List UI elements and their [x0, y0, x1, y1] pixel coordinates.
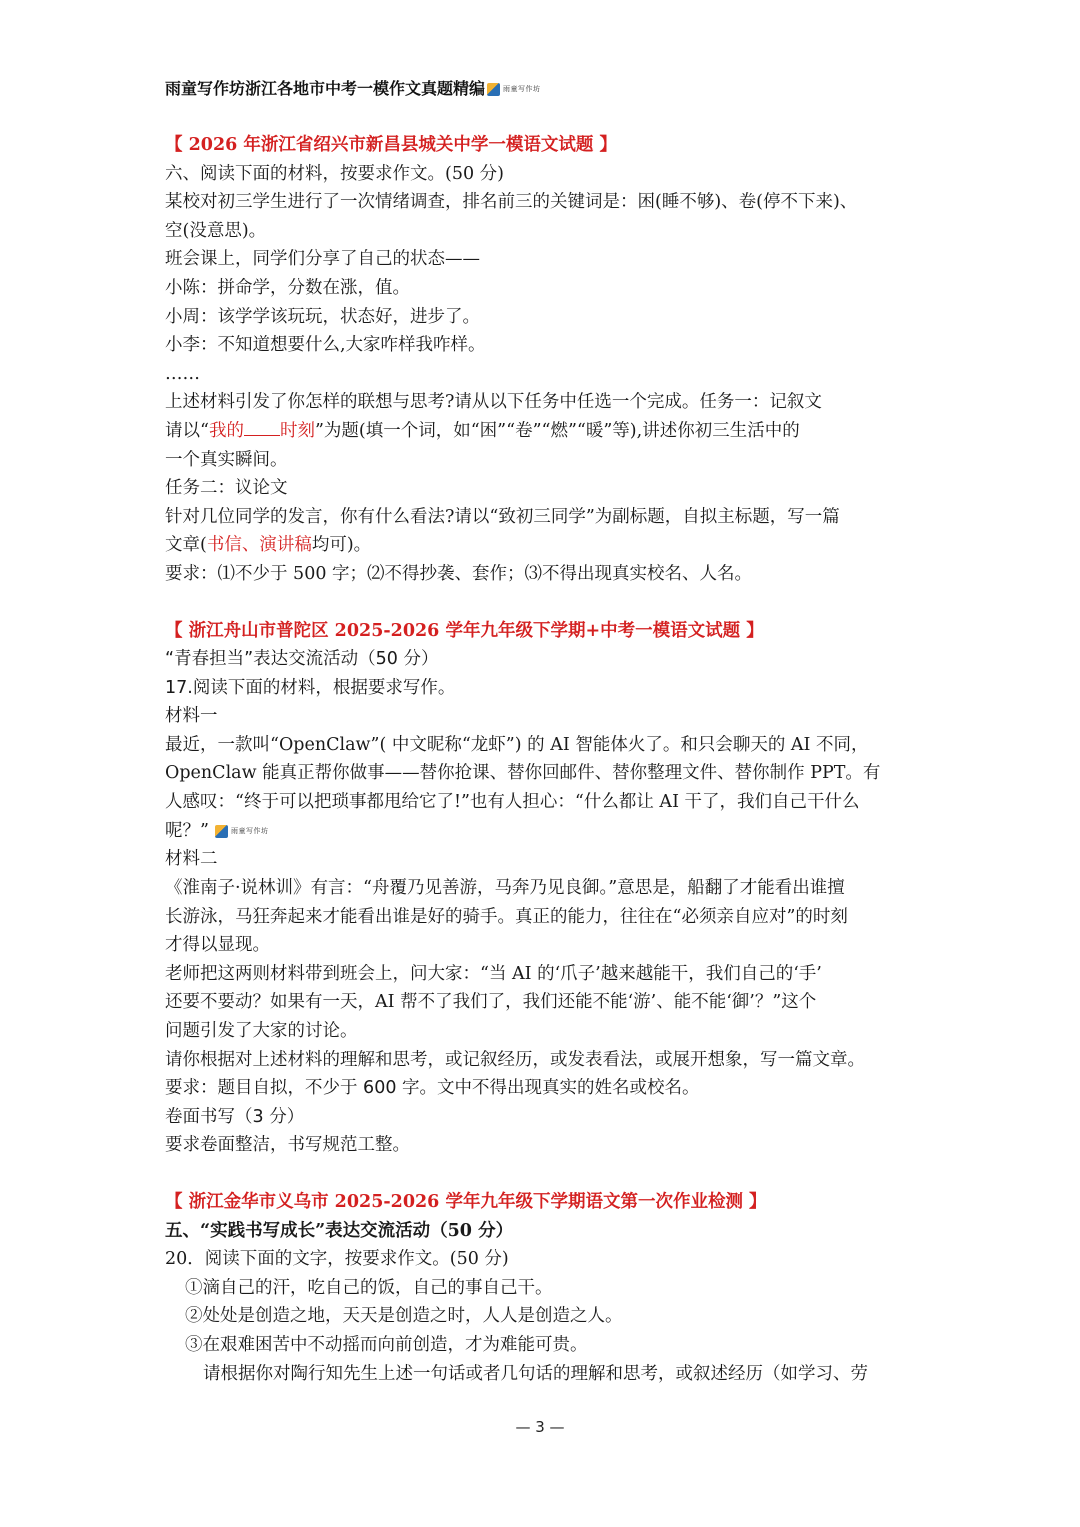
paragraph: 六、阅读下面的材料，按要求作文。(50 分) — [165, 163, 504, 184]
paragraph: 小周：该学学该玩玩，状态好，进步了。 — [165, 306, 480, 327]
text-run: 文章( — [165, 535, 207, 556]
text-run: 请以“ — [165, 420, 209, 441]
paragraph: 材料二 — [165, 849, 218, 870]
document-body — [165, 131, 925, 1388]
paragraph — [165, 417, 925, 446]
paragraph: “青春担当”表达交流活动（50 分） — [165, 649, 439, 670]
paragraph: 小陈：拼命学，分数在涨，值。 — [165, 277, 410, 298]
text-run: ”为题(填一个词，如“困”“卷”“燃”“暖”等),讲述你初三生活中的 — [314, 420, 800, 441]
paragraph: …… — [165, 363, 200, 384]
paragraph: 问题引发了大家的讨论。 — [165, 1021, 358, 1042]
paragraph: 要求：题目自拟，不少于 600 字。文中不得出现真实的姓名或校名。 — [165, 1078, 700, 1099]
section-title: 【 浙江舟山市普陀区 2025-2026 学年九年级下学期+中考一模语文试题 】 — [165, 620, 764, 641]
section-title: 【 浙江金华市义乌市 2025-2026 学年九年级下学期语文第一次作业检测 】 — [165, 1191, 767, 1212]
paragraph: 针对几位同学的发言，你有什么看法?请以“致初三同学”为副标题，自拟主标题，写一篇 — [165, 506, 840, 527]
paragraph: 长游泳，马狂奔起来才能看出谁是好的骑手。真正的能力，往往在“必须亲自应对”的时刻 — [165, 906, 848, 927]
paragraph: 要求卷面整洁，书写规范工整。 — [165, 1135, 410, 1156]
list-item: ①滴自己的汗，吃自己的饭，自己的事自己干。 — [185, 1277, 553, 1298]
paragraph — [165, 817, 925, 846]
logo-icon — [215, 817, 269, 846]
logo-icon — [487, 78, 541, 100]
paragraph: 材料一 — [165, 706, 218, 727]
highlight-text: 时刻 — [279, 420, 315, 441]
text-run: 呢？” — [165, 820, 209, 841]
paragraph: 卷面书写（3 分） — [165, 1106, 305, 1127]
highlight-text: 我的 — [208, 420, 244, 441]
page-header — [165, 78, 541, 100]
paragraph: 老师把这两则材料带到班会上，问大家：“当 AI 的‘爪子’越来越能干，我们自己的‘手’ — [165, 963, 822, 984]
spacer — [165, 1160, 925, 1188]
section-yiwu — [165, 1188, 925, 1388]
list-item: ②处处是创造之地，天天是创造之时，人人是创造之人。 — [185, 1306, 623, 1327]
paragraph: 最近，一款叫“OpenClaw”( 中文昵称“龙虾”) 的 AI 智能体火了。和只会聊天的 AI 不同， — [165, 734, 869, 755]
logo-text: 雨童写作坊 — [503, 85, 541, 93]
paragraph: 还要不要动？如果有一天，AI 帮不了我们了，我们还能不能‘游’、能不能‘御’？”这个 — [165, 992, 817, 1013]
paragraph: 《淮南子·说林训》有言：“舟覆乃见善游，马奔乃见良御。”意思是，船翻了才能看出谁擅 — [165, 878, 845, 899]
paragraph: 人感叹：“终于可以把琐事都甩给它了!”也有人担心：“什么都让 AI 干了，我们自己干什么 — [165, 792, 860, 813]
paragraph: 某校对初三学生进行了一次情绪调查，排名前三的关键词是：困(睡不够)、卷(停不下来)、 — [165, 192, 858, 213]
paragraph: 要求：⑴不少于 500 字；⑵不得抄袭、套作；⑶不得出现真实校名、人名。 — [165, 563, 753, 584]
fill-blank — [244, 419, 280, 436]
logo-mark — [487, 83, 500, 96]
paragraph: 五、“实践书写成长”表达交流活动（50 分） — [165, 1220, 514, 1241]
paragraph: 请你根据对上述材料的理解和思考，或记叙经历，或发表看法，或展开想象，写一篇文章。 — [165, 1049, 865, 1070]
list-item: ③在艰难困苦中不动摇而向前创造，才为难能可贵。 — [185, 1334, 588, 1355]
logo-mark — [215, 825, 228, 838]
text-run: 均可)。 — [311, 535, 372, 556]
header-title: 雨童写作坊浙江各地市中考一模作文真题精编 — [165, 79, 486, 98]
paragraph: 空(没意思)。 — [165, 220, 267, 241]
section-title: 【 2026 年浙江省绍兴市新昌县城关中学一模语文试题 】 — [165, 135, 617, 155]
paragraph: 班会课上，同学们分享了自己的状态—— — [165, 249, 480, 270]
paragraph: 上述材料引发了你怎样的联想与思考?请从以下任务中任选一个完成。任务一：记叙文 — [165, 392, 822, 413]
paragraph: 20．阅读下面的文字，按要求作文。(50 分) — [165, 1249, 509, 1270]
paragraph: 小李：不知道想要什么,大家咋样我咋样。 — [165, 335, 486, 356]
paragraph: 17.阅读下面的材料，根据要求写作。 — [165, 677, 456, 698]
paragraph: 才得以显现。 — [165, 935, 270, 956]
paragraph: 任务二：议论文 — [165, 478, 288, 499]
paragraph — [165, 531, 925, 560]
page-number: — 3 — — [515, 1418, 565, 1436]
section-shaoxing — [165, 131, 925, 589]
paragraph: 一个真实瞬间。 — [165, 449, 288, 470]
paragraph: 请根据你对陶行知先生上述一句话或者几句话的理解和思考，或叙述经历（如学习、劳 — [203, 1363, 868, 1384]
logo-text: 雨童写作坊 — [230, 826, 269, 835]
spacer — [165, 589, 925, 617]
highlight-text: 书信、演讲稿 — [206, 535, 312, 556]
section-zhoushan — [165, 617, 925, 1160]
paragraph: OpenClaw 能真正帮你做事——替你抢课、替你回邮件、替你整理文件、替你制作 PPT。有 — [165, 763, 881, 784]
